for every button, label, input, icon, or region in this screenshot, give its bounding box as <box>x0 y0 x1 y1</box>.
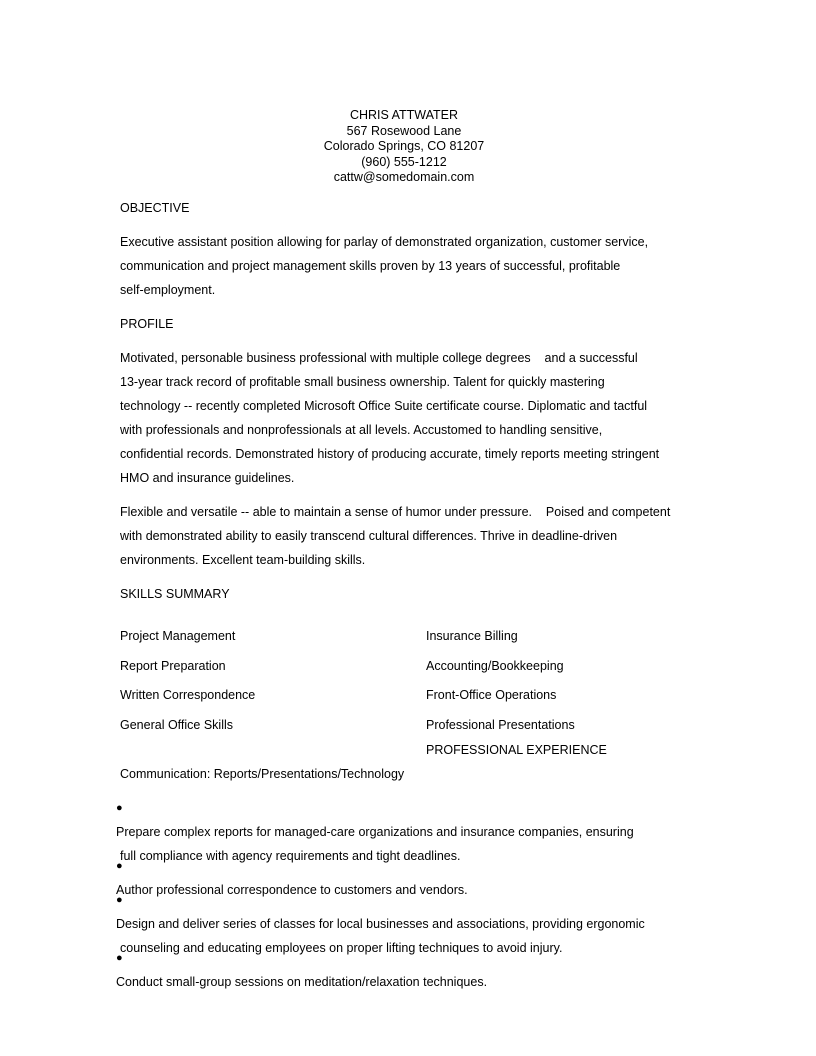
profile-line: with demonstrated ability to easily transcend cultural differences. Thrive in deadline-driven <box>120 529 618 543</box>
bullet-text: counseling and educating employees on proper lifting techniques to avoid injury. <box>120 941 563 955</box>
skill-item: Project Management <box>120 629 236 643</box>
skill-item: Front-Office Operations <box>426 688 557 702</box>
profile-heading: PROFILE <box>120 317 174 331</box>
bullet-text: Design and deliver series of classes for local businesses and associations, providing ergonomic <box>116 917 645 931</box>
bullet-text: Conduct small-group sessions on meditation/relaxation techniques. <box>116 975 488 989</box>
skill-item: Professional Presentations <box>426 718 575 732</box>
objective-line: Executive assistant position allowing for parlay of demonstrated organization, customer service, <box>120 235 649 249</box>
skill-item: General Office Skills <box>120 718 234 732</box>
contact-header <box>0 108 808 186</box>
street-address: 567 Rosewood Lane <box>346 123 462 138</box>
experience-bullet <box>116 946 716 994</box>
bullet-icon: ● <box>116 952 123 964</box>
objective-line: communication and project management skills proven by 13 years of successful, profitable <box>120 259 621 273</box>
objective-text <box>120 230 710 302</box>
experience-subheading: Communication: Reports/Presentations/Technology <box>120 767 405 781</box>
email-address: cattw@somedomain.com <box>333 170 475 184</box>
bullet-text: Prepare complex reports for managed-care organizations and insurance companies, ensuring <box>116 825 634 839</box>
objective-line: self-employment. <box>120 283 216 297</box>
bullet-icon: ● <box>116 860 123 872</box>
bullet-text: Author professional correspondence to customers and vendors. <box>116 883 468 897</box>
profile-paragraph-2 <box>120 500 710 572</box>
skills-heading: SKILLS SUMMARY <box>120 587 230 601</box>
skill-item: Report Preparation <box>120 659 226 673</box>
profile-line: Motivated, personable business professional with multiple college degrees and a successful <box>120 351 638 365</box>
profile-line: Flexible and versatile -- able to maintain a sense of humor under pressure. Poised and competent <box>120 505 671 519</box>
skill-item: Written Correspondence <box>120 688 256 702</box>
profile-line: confidential records. Demonstrated history of producing accurate, timely reports meeting stringent <box>120 447 660 461</box>
city-state-zip: Colorado Springs, CO 81207 <box>323 139 485 153</box>
candidate-name: CHRIS ATTWATER <box>349 108 459 122</box>
profile-line: with professionals and nonprofessionals at all levels. Accustomed to handling sensitive, <box>120 423 603 437</box>
skill-item: Insurance Billing <box>426 629 518 643</box>
profile-line: technology -- recently completed Microsoft Office Suite certificate course. Diplomatic and tactful <box>120 399 648 413</box>
bullet-icon: ● <box>116 802 123 814</box>
objective-heading: OBJECTIVE <box>120 201 190 215</box>
bullet-text: full compliance with agency requirements and tight deadlines. <box>120 849 461 863</box>
bullet-icon: ● <box>116 894 123 906</box>
skill-item: Accounting/Bookkeeping <box>426 659 564 673</box>
phone-number: (960) 555-1212 <box>361 154 447 169</box>
experience-heading: PROFESSIONAL EXPERIENCE <box>426 743 607 757</box>
profile-paragraph-1 <box>120 346 710 490</box>
profile-line: environments. Excellent team-building skills. <box>120 553 366 567</box>
profile-line: 13-year track record of profitable small business ownership. Talent for quickly mastering <box>120 375 605 389</box>
profile-line: HMO and insurance guidelines. <box>120 471 295 485</box>
